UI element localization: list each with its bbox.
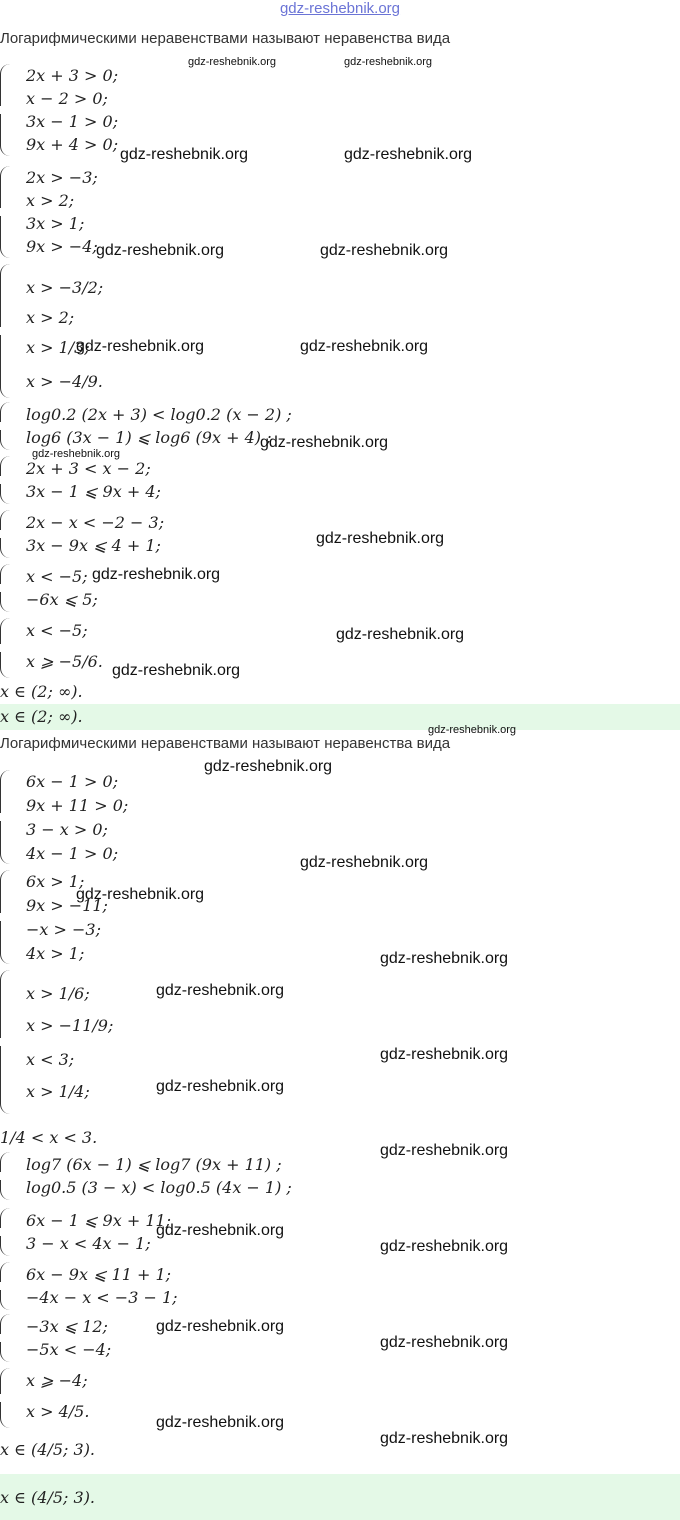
ineq: 6x − 9x ⩽ 11 + 1; [26,1265,172,1284]
watermark: gdz-reshebnik.org [76,886,205,903]
ineq: 2x + 3 > 0; [26,66,119,85]
watermark: gdz-reshebnik.org [380,950,509,967]
ineq: 2x − x < −2 − 3; [26,513,165,532]
ineq: 9x > −11; [26,896,108,915]
watermark: gdz-reshebnik.org [76,338,205,355]
ineq: 6x − 1 > 0; [26,772,119,791]
ineq: 9x > −4; [26,237,98,256]
ineq: x < 3; [26,1050,75,1069]
answer-box-1 [0,704,680,730]
site-header[interactable]: gdz-reshebnik.org [279,0,401,17]
answer-box-2 [0,1474,680,1520]
ineq: x < −5; [26,567,88,586]
watermark: gdz-reshebnik.org [380,1430,509,1447]
ineq: x − 2 > 0; [26,89,108,108]
watermark: gdz-reshebnik.org [204,758,333,775]
watermark: gdz-reshebnik.org [156,1414,285,1431]
watermark: gdz-reshebnik.org [344,56,433,68]
section-heading-2: Логарифмическими неравенствами называют неравенства вида [0,735,451,752]
watermark: gdz-reshebnik.org [380,1238,509,1255]
watermark: gdz-reshebnik.org [380,1334,509,1351]
watermark: gdz-reshebnik.org [156,982,285,999]
watermark: gdz-reshebnik.org [380,1046,509,1063]
ineq: −3x ⩽ 12; [26,1317,108,1336]
answer-2: x ∈ (4/5; 3). [0,1488,96,1507]
ineq: −5x < −4; [26,1340,112,1359]
ineq: log0.2 (2x + 3) < log0.2 (x − 2) ; [26,405,292,424]
watermark: gdz-reshebnik.org [336,626,465,643]
ineq: x > 4/5. [26,1402,90,1421]
ineq: 6x − 1 ⩽ 9x + 11; [26,1211,172,1230]
ineq: x > 2; [26,308,75,327]
ineq: −4x − x < −3 − 1; [26,1288,178,1307]
ineq: x ⩾ −5/6. [26,652,103,671]
watermark: gdz-reshebnik.org [96,242,225,259]
ineq: 2x + 3 < x − 2; [26,459,151,478]
ineq: 3 − x > 0; [26,820,108,839]
watermark: gdz-reshebnik.org [316,530,445,547]
ineq: x > 1/4; [26,1082,90,1101]
watermark: gdz-reshebnik.org [156,1318,285,1335]
watermark: gdz-reshebnik.org [260,434,389,451]
watermark: gdz-reshebnik.org [120,146,249,163]
ineq: log6 (3x − 1) ⩽ log6 (9x + 4) ; [26,428,272,447]
section-heading-1: Логарифмическими неравенствами называют неравенства вида [0,30,451,47]
ineq: x > 1/3; [26,338,90,357]
ineq: 3 − x < 4x − 1; [26,1234,151,1253]
ineq: x > −11/9; [26,1016,114,1035]
range: 1/4 < x < 3. [0,1128,98,1147]
ineq: x ⩾ −4; [26,1371,88,1390]
watermark: gdz-reshebnik.org [300,854,429,871]
watermark: gdz-reshebnik.org [380,1142,509,1159]
ineq: x > 2; [26,191,75,210]
ineq: 3x > 1; [26,214,85,233]
ineq: 6x > 1; [26,872,85,891]
ineq: 2x > −3; [26,168,98,187]
ineq: log0.5 (3 − x) < log0.5 (4x − 1) ; [26,1178,292,1197]
watermark: gdz-reshebnik.org [92,566,221,583]
ineq: x > −4/9. [26,372,103,391]
watermark: gdz-reshebnik.org [112,662,241,679]
watermark: gdz-reshebnik.org [300,338,429,355]
result-1: x ∈ (2; ∞). [0,682,83,701]
watermark: gdz-reshebnik.org [32,448,121,460]
ineq: 3x − 1 ⩽ 9x + 4; [26,482,161,501]
ineq: 3x − 9x ⩽ 4 + 1; [26,536,161,555]
ineq: 4x > 1; [26,944,85,963]
ineq: log7 (6x − 1) ⩽ log7 (9x + 11) ; [26,1155,282,1174]
ineq: −x > −3; [26,920,101,939]
ineq: 3x − 1 > 0; [26,112,119,131]
result-2: x ∈ (4/5; 3). [0,1440,96,1459]
watermark: gdz-reshebnik.org [188,56,277,68]
ineq: 9x + 11 > 0; [26,796,129,815]
ineq: 9x + 4 > 0; [26,135,119,154]
ineq: 4x − 1 > 0; [26,844,119,863]
watermark: gdz-reshebnik.org [344,146,473,163]
ineq: x > −3/2; [26,278,104,297]
ineq: −6x ⩽ 5; [26,590,98,609]
ineq: x < −5; [26,621,88,640]
ineq: x > 1/6; [26,984,90,1003]
answer-1: x ∈ (2; ∞). [0,707,83,726]
watermark: gdz-reshebnik.org [428,724,517,736]
watermark: gdz-reshebnik.org [156,1078,285,1095]
watermark: gdz-reshebnik.org [156,1222,285,1239]
watermark: gdz-reshebnik.org [320,242,449,259]
